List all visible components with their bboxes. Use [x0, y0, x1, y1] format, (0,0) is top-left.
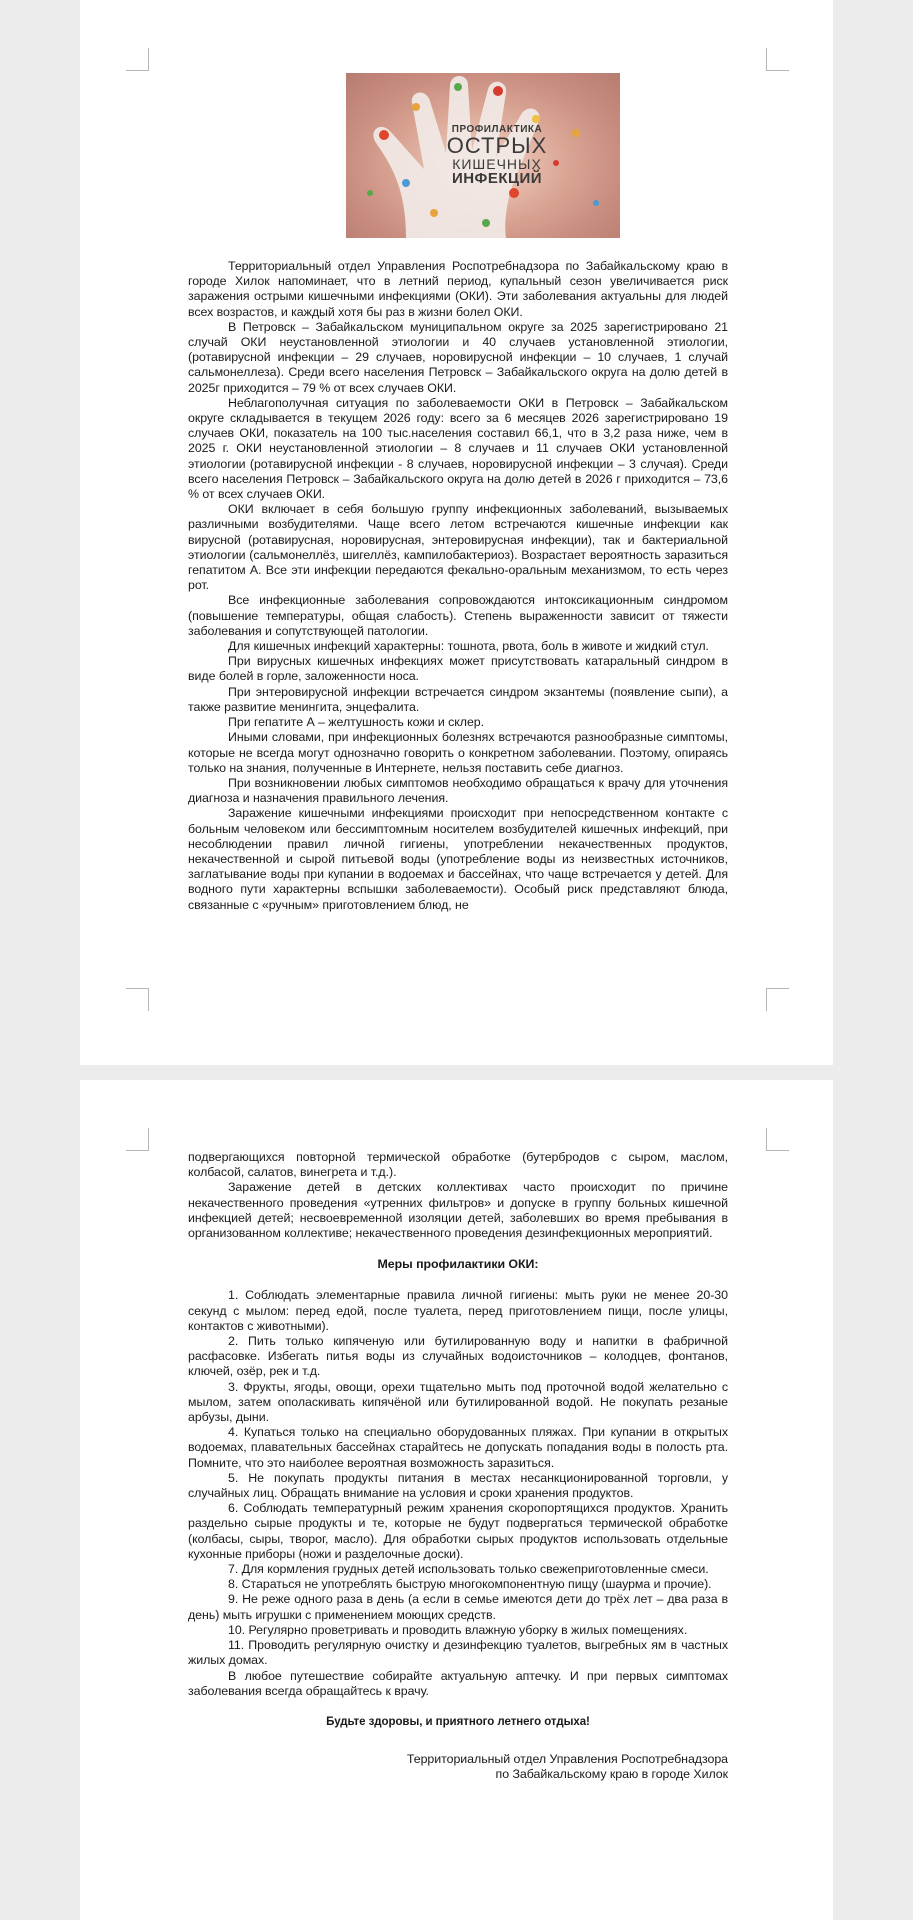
signature-line: Территориальный отдел Управления Роспотребнадзора [406, 1752, 728, 1767]
measure-item: 4. Купаться только на специально оборудованных пляжах. При купании в открытых водоемах, плавательных бассейнах старайтесь не допускать попадания воды в полость рта. Помните, что это наиболее вероятная возможность заразиться. [188, 1425, 728, 1470]
measure-item: 3. Фрукты, ягоды, овощи, орехи тщательно мыть под проточной водой желательно с мылом, затем ополаскивать кипячёной или бутилированной водой. Не покупать резаные арбузы, дыни. [188, 1379, 728, 1425]
document-page-2 [80, 1080, 833, 1920]
body-paragraph: При возникновении любых симптомов необходимо обращаться к врачу для уточнения диагноза и назначения правильного лечения. [188, 775, 728, 806]
measure-item: 11. Проводить регулярную очистку и дезинфекцию туалетов, выгребных ям в частных жилых домах. [188, 1638, 728, 1668]
spacer [188, 1272, 728, 1288]
crop-mark [126, 988, 149, 1011]
measure-item: 8. Стараться не употреблять быструю многокомпонентную пищу (шаурма и прочие). [228, 1577, 712, 1592]
body-paragraph: При вирусных кишечных инфекциях может присутствовать катаральный синдром в виде болей в горле, заложенности носа. [188, 654, 728, 684]
section-heading: Меры профилактики ОКИ: [377, 1257, 539, 1272]
spacer [188, 1699, 728, 1715]
measure-item: 10. Регулярно проветривать и проводить влажную уборку в жилых помещениях. [228, 1622, 688, 1637]
banner-line-2: ОСТРЫХ [446, 133, 548, 158]
closing-wish: Будьте здоровы, и приятного летнего отдыха! [326, 1715, 590, 1728]
measure-item: 9. Не реже одного раза в день (а если в семье имеются дети до трёх лет – два раза в день) мыть игрушки с применением моющих средств. [188, 1592, 728, 1622]
body-paragraph: Территориальный отдел Управления Роспотребнадзора по Забайкальскому краю в городе Хилок напоминает, что в летний период, купальный сезон увеличивается риск заражения острыми кишечными инфекциями (ОКИ). Эти заболевания актуальны для людей всех возрастов, и каждый хотя бы раз в жизни болел ОКИ. [188, 259, 728, 319]
spacer [188, 1730, 728, 1752]
measure-item: 6. Соблюдать температурный режим хранения скоропортящихся продуктов. Хранить раздельно сырые продукты и те, которые не будут подвергаться термической обработке (колбасы, сыры, творог, масло). Для обработки сырых продуктов использовать отдельные кухонные приборы (ножи и разделочные доски). [188, 1501, 728, 1561]
document-page-1 [80, 0, 833, 1065]
spacer [188, 1241, 728, 1257]
body-paragraph: ОКИ включает в себя большую группу инфекционных заболеваний, вызываемых различными возбудителями. Чаще всего летом встречаются кишечные инфекции как вирусной (ротавирусная, норовирусная, энтеровирусная инфекции), так и бактериальной этиологии (сальмонеллёз, шигеллёз, кампилобактериоз). Возрастает вероятность заразиться гепатитом А. Все эти инфекции передаются фекально-оральным механизмом, то есть через рот. [188, 502, 728, 593]
page-1-body-text [188, 259, 728, 913]
body-paragraph: Для кишечных инфекций характерны: тошнота, рвота, боль в животе и жидкий стул. [228, 639, 709, 654]
body-paragraph: Заражение детей в детских коллективах часто происходит по причине некачественного проведения «утренних фильтров» и допуске в группу больных кишечной инфекцией детей; несвоевременной изоляции детей, заболевших во время пребывания в организованном коллективе; некачественного проведения дезинфекционных мероприятий. [188, 1180, 728, 1241]
banner-line-3: КИШЕЧНЫХ [452, 156, 542, 172]
crop-mark [766, 1128, 789, 1151]
body-paragraph: Заражение кишечными инфекциями происходит при непосредственном контакте с больным человеком или бессимптомным носителем возбудителей кишечных инфекций, при несоблюдении правил личной гигиены, употреблении некачественных продуктов, некачественной и сырой питьевой воды (употребление воды из неизвестных источников, заглатывание воды при купании в водоемах и бассейнах, что чаще встречается у детей. Для водного пути характерны вспышки заболеваемости). Особый риск представляют блюда, связанные с «ручным» приготовлением блюд, не [188, 806, 728, 912]
body-paragraph: В Петровск – Забайкальском муниципальном округе за 2025 зарегистрировано 21 случай ОКИ неустановленной этиологии и 40 случаев установленной этиологии, (ротавирусной инфекции – 29 случаев, норовирусной инфекции – 10 случаев, 1 случай сальмонеллеза). Среди всего населения Петровск – Забайкальского округа на долю детей в 2025г приходится – 79 % от всех случаев ОКИ. [188, 319, 728, 395]
measure-item: 2. Пить только кипяченую или бутилированную воду и напитки в фабричной расфасовке. Избегать питья воды из случайных водоисточников – колодцев, фонтанов, ключей, озёр, рек и т.д. [188, 1334, 728, 1379]
prevention-banner-image [346, 73, 620, 238]
body-paragraph: Иными словами, при инфекционных болезнях встречаются разнообразные симптомы, которые не всегда могут однозначно говорить о конкретном заболевании. Поэтому, опираясь только на знания, полученные в Интернете, нельзя поставить себе диагноз. [188, 730, 728, 775]
crop-mark [126, 1128, 149, 1151]
crop-mark [766, 48, 789, 71]
measure-item: 7. Для кормления грудных детей использовать только свежеприготовленные смеси. [228, 1562, 709, 1577]
page-2-body-text [188, 1150, 728, 1783]
crop-mark [126, 48, 149, 71]
body-paragraph: При энтеровирусной инфекции встречается синдром экзантемы (появление сыпи), а также развитие менингита, энцефалита. [188, 684, 728, 714]
measure-item: 1. Соблюдать элементарные правила личной гигиены: мыть руки не менее 20-30 секунд с мылом: перед едой, после туалета, перед приготовлением пищи, после улицы, контактов с животными). [188, 1288, 728, 1333]
crop-mark [766, 988, 789, 1011]
signature-line: по Забайкальскому краю в городе Хилок [495, 1767, 728, 1782]
body-paragraph: Неблагополучная ситуация по заболеваемости ОКИ в Петровск – Забайкальском округе складывается в текущем 2026 году: всего за 6 месяцев 2026 зарегистрировано 19 случаев ОКИ, показатель на 100 тыс.населения составил 66,1, что в 3,2 раза ниже, чем в 2025 г. ОКИ неустановленной этиологии – 8 случаев и 11 случаев ОКИ установленной этиологии (ротавирусной инфекции - 8 случаев, норовирусной инфекции – 3 случая). Среди всего населения Петровск – Забайкальского округа на долю детей в 2026 г приходится – 73,6 % от всех случаев ОКИ. [188, 395, 728, 502]
body-paragraph: Все инфекционные заболевания сопровождаются интоксикационным синдромом (повышение температуры, общая слабость). Степень выраженности зависит от тяжести заболевания и сопутствующей патологии. [188, 593, 728, 638]
banner-title [442, 125, 552, 186]
banner-line-4: ИНФЕКЦИЙ [451, 170, 543, 187]
measure-item: 5. Не покупать продукты питания в местах несанкционированной торговли, у случайных лиц. Обращать внимание на условия и сроки хранения продуктов. [188, 1470, 728, 1501]
measure-item: В любое путешествие собирайте актуальную аптечку. И при первых симптомах заболевания всегда обращайтесь к врачу. [188, 1668, 728, 1698]
body-paragraph: подвергающихся повторной термической обработке (бутербродов с сыром, маслом, колбасой, салатов, винегрета и т.д.). [188, 1150, 728, 1180]
body-paragraph: При гепатите А – желтушность кожи и склер. [228, 715, 485, 730]
banner-line-1: ПРОФИЛАКТИКА [451, 124, 543, 135]
